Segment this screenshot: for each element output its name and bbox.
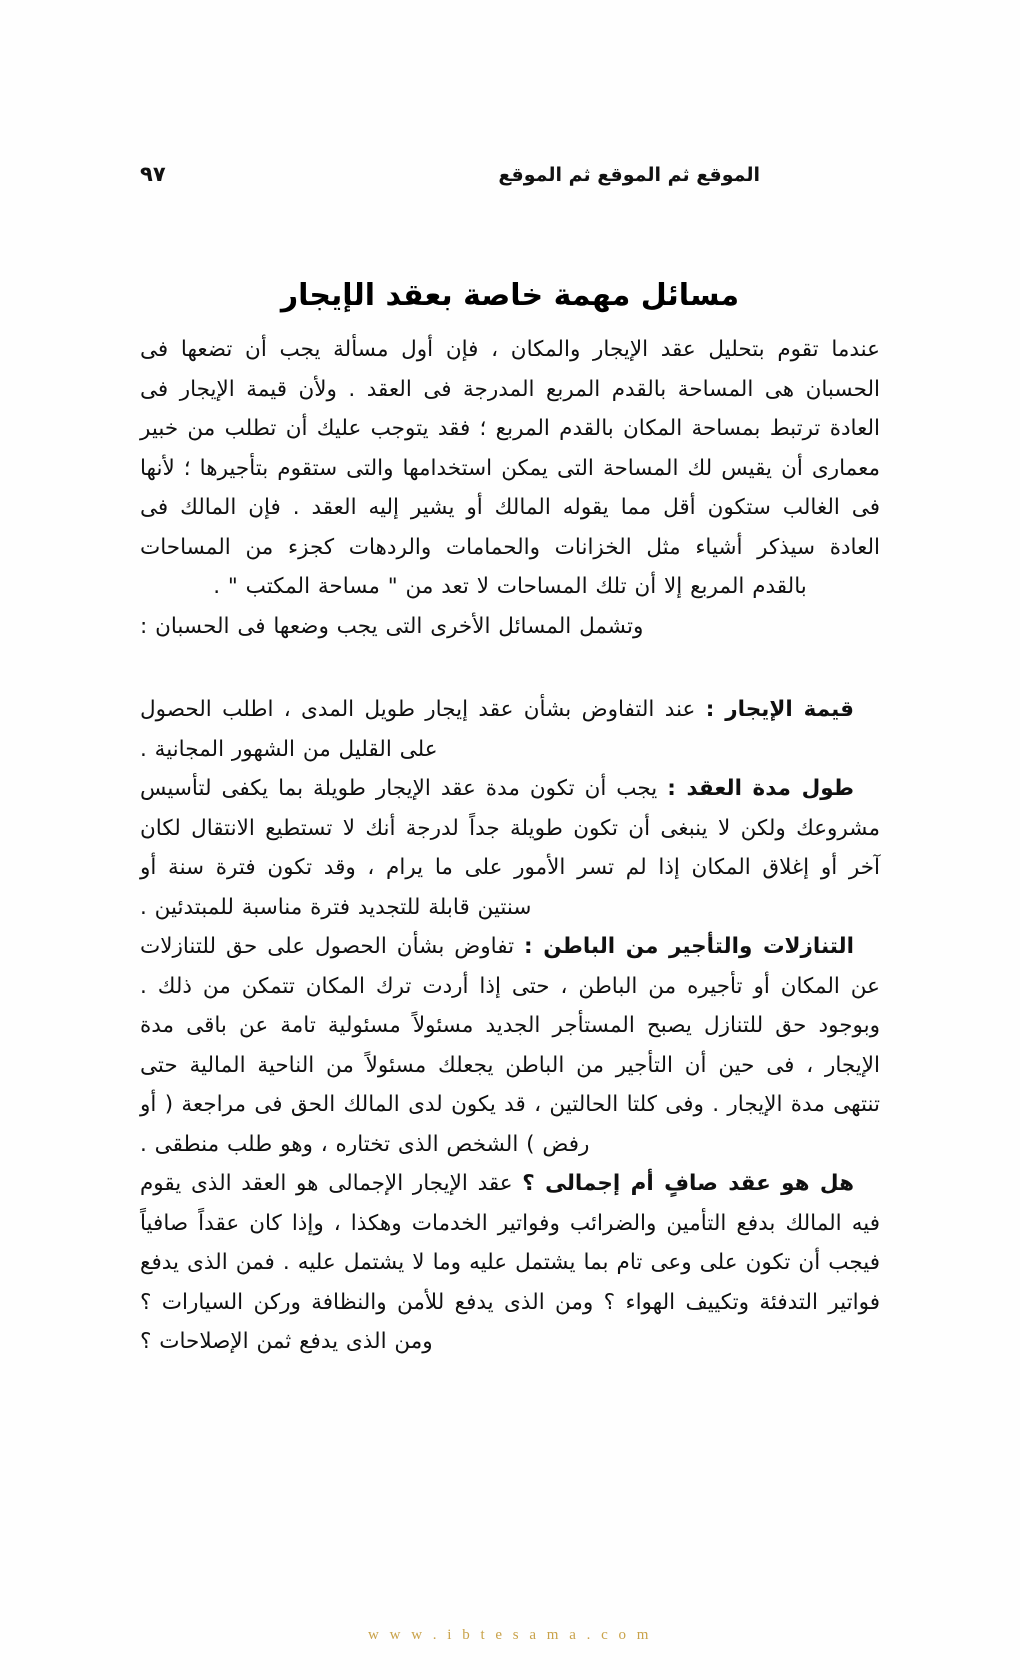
section-net-or-gross-text: عقد الإيجار الإجمالى هو العقد الذى يقوم فيه المالك بدفع التأمين والضرائب وفواتير الخدمات وهكذا ، وإذا كان عقداً صافياً فيجب أن تكون على وعى تام بما يشتمل عليه وما لا يشتمل عليه . فمن الذى يدفع فواتير التدفئة وتكييف الهواء ؟ ومن الذى يدفع للأمن والنظافة وركن السيارات ؟ ومن الذى يدفع ثمن الإصلاحات ؟ <box>140 1171 880 1354</box>
running-head <box>140 162 880 196</box>
section-rent-value <box>140 690 880 769</box>
section-net-or-gross-lead: هل هو عقد صافٍ أم إجمالى ؟ <box>522 1171 854 1196</box>
section-rent-value-lead: قيمة الإيجار : <box>705 697 854 722</box>
section-assignment-sublease-text: تفاوض بشأن الحصول على حق للتنازلات عن المكان أو تأجيره من الباطن ، حتى إذا أردت ترك المكان تتمكن من ذلك . وبوجود حق للتنازل يصبح المستأجر الجديد مسئولاً مسئولية تامة عن باقى مدة الإيجار ، فى حين أن التأجير من الباطن يجعلك مسئولاً من الناحية المالية حتى تنتهى مدة الإيجار . وفى كلتا الحالتين ، قد يكون لدى المالك الحق فى مراجعة ( أو رفض ) الشخص الذى تختاره ، وهو طلب منطقى . <box>140 934 880 1157</box>
intro-closing-line: وتشمل المسائل الأخرى التى يجب وضعها فى الحسبان : <box>140 613 644 639</box>
section-lease-length-lead: طول مدة العقد : <box>667 776 854 801</box>
body-text <box>140 330 880 1362</box>
section-rent-value-text: عند التفاوض بشأن عقد إيجار طويل المدى ، اطلب الحصول على القليل من الشهور المجانية . <box>140 697 706 762</box>
intro-paragraph: عندما تقوم بتحليل عقد الإيجار والمكان ، فإن أول مسألة يجب أن تضعها فى الحسبان هى المساحة بالقدم المربع المدرجة فى العقد . ولأن قيمة الإيجار فى العادة ترتبط بمساحة المكان بالقدم المربع ؛ فقد يتوجب عليك أن تطلب من خبير معمارى أن يقيس لك المساحة التى يمكن استخدامها والتى ستقوم بتأجيرها ؛ لأنها فى الغالب ستكون أقل مما يقوله المالك أو يشير إليه العقد . فإن المالك فى العادة سيذكر أشياء مثل الخزانات والحمامات والردهات كجزء من المساحات بالقدم المربع إلا أن تلك المساحات لا تعد من " مساحة المكتب " . <box>140 337 880 599</box>
section-assignment-sublease-lead: التنازلات والتأجير من الباطن : <box>524 934 855 959</box>
section-lease-length <box>140 769 880 927</box>
page-title: مسائل مهمة خاصة بعقد الإيجار <box>280 278 740 314</box>
section-spacer <box>140 646 880 690</box>
section-assignment-sublease <box>140 927 880 1164</box>
footer-watermark: w w w . i b t e s a m a . c o m <box>368 1627 652 1643</box>
section-lease-length-text: يجب أن تكون مدة عقد الإيجار طويلة بما يكفى لتأسيس مشروعك ولكن لا ينبغى أن تكون طويلة جداً لدرجة أنك لا تستطيع الانتقال لكان آخر أو إغلاق المكان إذا لم تسر الأمور على ما يرام ، وقد تكون فترة سنة أو سنتين قابلة للتجديد فترة مناسبة للمبتدئين . <box>140 776 880 920</box>
section-net-or-gross <box>140 1164 880 1362</box>
page-number: ٩٧ <box>140 162 166 186</box>
running-head-title: الموقع ثم الموقع ثم الموقع <box>498 164 760 186</box>
